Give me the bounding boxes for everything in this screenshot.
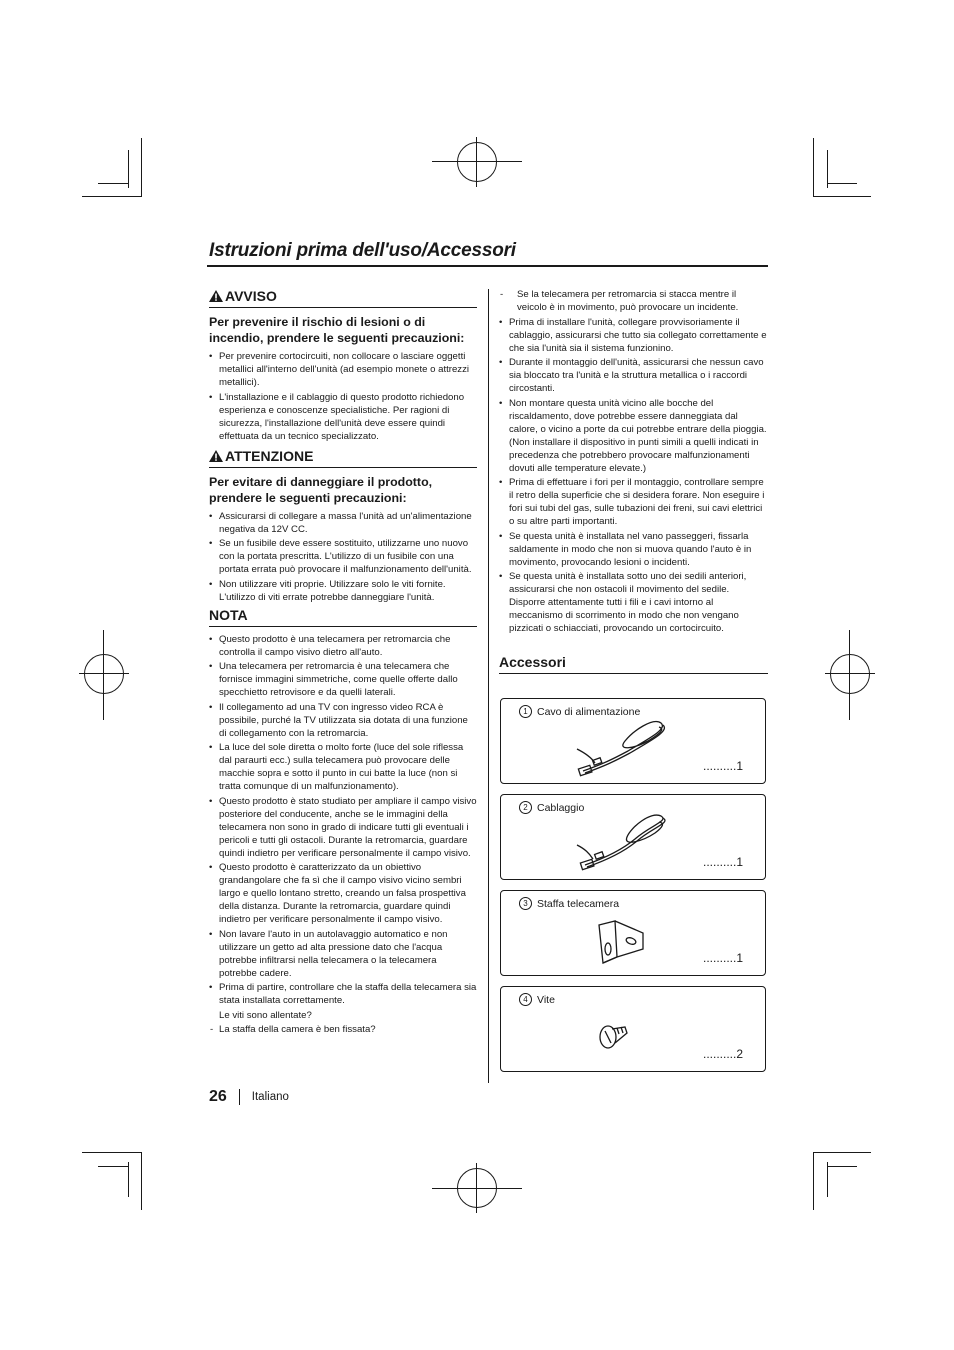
nota-list bbox=[209, 633, 477, 1037]
warning-icon bbox=[209, 450, 223, 462]
attenzione-lead: Per evitare di danneggiare il prodotto, prendere le seguenti precauzioni: bbox=[209, 474, 433, 505]
nota-heading bbox=[209, 607, 477, 627]
list-item: • Non lavare l'auto in un autolavaggio automatico e non utilizzare un getto ad alta pressione dato che l'acqua potrebbe infiltrarsi nella telecamera o la telecamera potrebbe cadere. bbox=[209, 928, 477, 980]
list-item: • Per prevenire cortocircuiti, non collocare o lasciare oggetti metallici all'interno dell'unità (ad esempio monete o attrezzi metallici). bbox=[209, 350, 477, 389]
crop-mark bbox=[82, 1152, 142, 1153]
registration-mark bbox=[476, 137, 477, 187]
accessory-quantity: ..........1 bbox=[702, 759, 743, 773]
list-item: • Il collegamento ad una TV con ingresso video RCA è possibile, purché la TV utilizzata sia dotata di una funzione di collegamento con la retromarcia. bbox=[209, 701, 477, 740]
attenzione-heading bbox=[209, 448, 477, 468]
crop-mark bbox=[98, 1166, 128, 1167]
precautions-list bbox=[499, 288, 768, 635]
page-number: 26 bbox=[209, 1088, 227, 1105]
accessory-quantity: ..........1 bbox=[702, 855, 743, 869]
camera-bracket-icon bbox=[595, 919, 647, 967]
accessory-quantity: ..........2 bbox=[702, 1047, 743, 1061]
registration-mark bbox=[79, 673, 129, 674]
list-item: • Prima di installare l'unità, collegare provvisoriamente il cablaggio, assicurarsi che tutto sia collegato correttamente e che sia l'unità sia il sistema funzionino. bbox=[499, 316, 768, 355]
footer-divider bbox=[239, 1089, 240, 1105]
crop-mark bbox=[813, 196, 871, 197]
crop-mark bbox=[128, 1162, 129, 1197]
list-item: • Non utilizzare viti proprie. Utilizzare solo le viti fornite. L'utilizzo di viti errate potrebbe danneggiare l'unità. bbox=[209, 578, 477, 604]
crop-mark bbox=[827, 1162, 828, 1197]
registration-mark bbox=[432, 1188, 522, 1189]
crop-mark bbox=[827, 183, 857, 184]
list-item: • Assicurarsi di collegare a massa l'unità ad un'alimentazione negativa da 12V CC. bbox=[209, 510, 477, 536]
registration-mark bbox=[825, 673, 875, 674]
list-item: • Se un fusibile deve essere sostituito, utilizzarne uno nuovo con la portata prescritta. L'utilizzo di un fusibile con una portata errata può provocare il malfunzionamento dell'unità. bbox=[209, 537, 477, 576]
registration-mark bbox=[84, 654, 124, 694]
list-item: • Se questa unità è installata nel vano passeggeri, fissarla saldamente in modo che non si muova quando l'auto è in movimento, provocando lesioni o incidenti. bbox=[499, 530, 768, 569]
registration-mark bbox=[457, 142, 497, 182]
accessory-name: Staffa telecamera bbox=[537, 897, 620, 910]
registration-mark bbox=[830, 654, 870, 694]
registration-mark bbox=[849, 630, 850, 720]
registration-mark bbox=[432, 161, 522, 162]
registration-mark bbox=[476, 1163, 477, 1213]
accessori-heading: Accessori bbox=[499, 654, 768, 674]
avviso-heading-text: AVVISO bbox=[225, 288, 277, 304]
accessory-item bbox=[500, 890, 766, 976]
item-number: 1 bbox=[519, 705, 532, 718]
warning-icon bbox=[209, 290, 223, 302]
accessory-label bbox=[519, 705, 640, 718]
attenzione-heading-text: ATTENZIONE bbox=[225, 447, 314, 464]
list-item: • Durante il montaggio dell'unità, assicurarsi che nessun cavo sia bloccato tra l'unità e la struttura metallica o i raccordi circostanti. bbox=[499, 356, 768, 395]
crop-mark bbox=[813, 1152, 814, 1210]
list-subitem: - Se la telecamera per retromarcia si stacca mentre il veicolo è in movimento, può provocare un incidente. bbox=[499, 288, 768, 314]
screw-icon bbox=[597, 1021, 631, 1051]
avviso-list bbox=[209, 350, 477, 443]
crop-mark bbox=[141, 1152, 142, 1210]
list-item: • Questo prodotto è stato studiato per ampliare il campo visivo posteriore del conducente, anche se le immagini della telecamera non sono in grado di indicare tutti gli eventuali i pericoli e tutti gli ostacoli. Durante la retromarcia, guardare quindi indietro per verificare personalmente il campo visivo. bbox=[209, 795, 477, 860]
item-number: 3 bbox=[519, 897, 532, 910]
list-item: • Se questa unità è installata sotto uno dei sedili anteriori, assicurarsi che non ostacoli il movimento del sedile. Disporre attentamente tutti i fili e i cavi intorno al meccanismo di scorrimento in modo che non vengano pizzicati o schiacciati, provocando un cortocircuito. bbox=[499, 570, 768, 635]
column-divider bbox=[488, 289, 489, 1083]
list-item: • Una telecamera per retromarcia è una telecamera che fornisce immagini simmetriche, come quelle offerte dallo specchietto retrovisore e da quelli laterali. bbox=[209, 660, 477, 699]
list-item: • Prima di effettuare i fori per il montaggio, controllare sempre il retro della superficie che si desidera forare. Non eseguire i fori sui tubi del gas, sulle tubazioni dei freni, sui cavi elettrici o su altre parti importanti. bbox=[499, 476, 768, 528]
list-item: • Prima di partire, controllare che la staffa della telecamera sia stata installata correttamente. bbox=[209, 981, 477, 1007]
page-language: Italiano bbox=[251, 1091, 289, 1103]
accessory-item bbox=[500, 986, 766, 1072]
crop-mark bbox=[82, 196, 142, 197]
accessory-label bbox=[519, 993, 555, 1006]
list-item: • L'installazione e il cablaggio di questo prodotto richiedono esperienza e conoscenze specialistiche. Per ragioni di sicurezza, l'installazione dell'unità deve essere quindi effettuata da un tecnico specializzato. bbox=[209, 391, 477, 443]
item-number: 2 bbox=[519, 801, 532, 814]
accessory-quantity: ..........1 bbox=[702, 951, 743, 965]
list-item: • Questo prodotto è una telecamera per retromarcia che controlla il campo visivo dietro all'auto. bbox=[209, 633, 477, 659]
crop-mark bbox=[813, 138, 814, 196]
crop-mark bbox=[141, 138, 142, 196]
left-column bbox=[209, 288, 477, 1038]
list-item: • Questo prodotto è caratterizzato da un obiettivo grandangolare che fa sì che il campo visivo vicino sembri largo e quello lontano stretto, creando un falsa prospettiva della distanza. Durante la retromarcia, guardare quindi indietro per verificare personalmente il campo visivo. bbox=[209, 861, 477, 926]
power-cable-icon bbox=[573, 719, 673, 779]
accessory-item bbox=[500, 794, 766, 880]
accessory-name: Cablaggio bbox=[537, 801, 585, 814]
accessory-name: Cavo di alimentazione bbox=[537, 705, 641, 718]
attenzione-list bbox=[209, 510, 477, 604]
accessory-name: Vite bbox=[537, 993, 555, 1006]
crop-mark bbox=[827, 1166, 857, 1167]
list-subitem: Le viti sono allentate? bbox=[219, 1009, 312, 1021]
title-rule bbox=[207, 265, 768, 267]
list-subitem: - La staffa della camera è ben fissata? bbox=[209, 1023, 477, 1036]
accessory-item bbox=[500, 698, 766, 784]
avviso-lead: Per prevenire il rischio di lesioni o di incendio, prendere le seguenti precauzioni: bbox=[209, 315, 465, 345]
page-title: Istruzioni prima dell'uso/Accessori bbox=[209, 240, 516, 261]
wiring-cable-icon bbox=[573, 813, 673, 873]
item-number: 4 bbox=[519, 993, 532, 1006]
avviso-heading bbox=[209, 288, 477, 308]
list-item: • La luce del sole diretta o molto forte (luce del sole riflessa dal paraurti ecc.) sulla telecamera può provocare delle macchie sopra e sotto il punto in cui batte la luce (non si tratta comunque di un malfunzionamento). bbox=[209, 741, 477, 793]
registration-mark bbox=[103, 630, 104, 720]
nota-heading-text: NOTA bbox=[209, 606, 248, 623]
accessory-label bbox=[519, 897, 619, 910]
crop-mark bbox=[813, 1152, 871, 1153]
crop-mark bbox=[128, 150, 129, 188]
right-column bbox=[499, 288, 768, 637]
page-footer bbox=[209, 1088, 289, 1106]
list-item: • Non montare questa unità vicino alle bocche del riscaldamento, dove potrebbe essere danneggiata dal calore, o vicino a porte da cui potrebbe entrare della pioggia. (Non installare il dispositivo in punti simili a quelli indicati in precedenza che potrebbero provocare malfunzionamenti dovuti alle temperature elevate.) bbox=[499, 397, 768, 475]
crop-mark bbox=[98, 183, 128, 184]
